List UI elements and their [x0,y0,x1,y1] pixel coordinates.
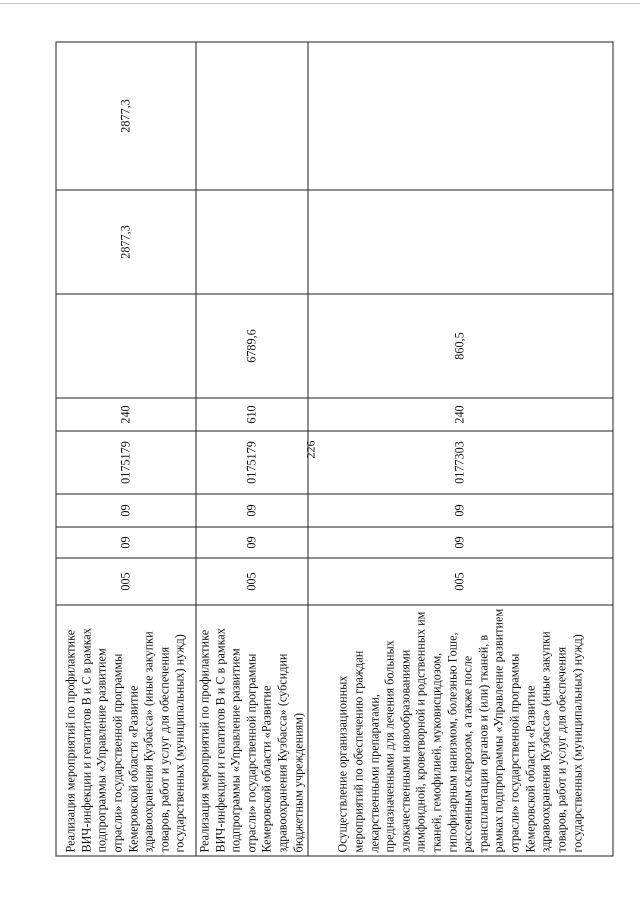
ministry-code: 005 [196,558,308,605]
rotated-page-content [55,42,610,856]
section-code: 09 [196,527,308,558]
target-article-code: 0177303 [308,431,613,494]
table-row [308,42,613,856]
table-row [196,42,308,856]
amount-2 [196,190,308,294]
section-code: 09 [308,527,613,558]
ministry-code: 005 [56,558,196,605]
target-article-code: 0175179 [196,431,308,494]
row-description: Осуществление организационных мероприятий по обеспечению граждан лекарственными препаратами, предназначенными для лечения больных злокачественными новообразованиями лимфоидной, кроветворной и родственных им тканей, гемофилией, муковисцидозом, гипофизарным нанизмом, болезнью Гоше, рассеянным склерозом, а также после трансплантации органов и (или) тканей, в рамках подпрограммы «Управление развитием отрасли» государственной программы Кемеровской области «Развитие здравоохранения Кузбасса» (иные закупки товаров, работ и услуг для обеспечения государственных (муниципальных) нужд) [308,605,613,856]
scan-edge-line [0,3,640,4]
amount-3 [308,42,613,190]
expense-type-code: 610 [196,398,308,431]
subsection-code: 09 [56,494,196,527]
table-row [56,42,196,856]
amount-1: 6789,6 [196,294,308,398]
budget-table [55,41,613,856]
amount-2: 2877,3 [56,190,196,294]
subsection-code: 09 [308,494,613,527]
amount-2 [308,190,613,294]
ministry-code: 005 [308,558,613,605]
subsection-code: 09 [196,494,308,527]
amount-1: 860,5 [308,294,613,398]
page-number: 226 [303,440,318,459]
section-code: 09 [56,527,196,558]
target-article-code: 0175179 [56,431,196,494]
amount-3 [196,42,308,190]
expense-type-code: 240 [56,398,196,431]
expense-type-code: 240 [308,398,613,431]
amount-1 [56,294,196,398]
row-description: Реализация мероприятий по профилактике ВИЧ-инфекции и гепатитов В и С в рамках подпрограммы «Управление развитием отрасли» государственной программы Кемеровской области «Развитие здравоохранения Кузбасса» (субсидии бюджетным учреждениям) [196,605,308,856]
row-description: Реализация мероприятий по профилактике ВИЧ-инфекции и гепатитов В и С в рамках подпрограммы «Управление развитием отрасли» государственной программы Кемеровской области «Развитие здравоохранения Кузбасса» (иные закупки товаров, работ и услуг для обеспечения государственных (муниципальных) нужд) [56,605,196,856]
amount-3: 2877,3 [56,42,196,190]
